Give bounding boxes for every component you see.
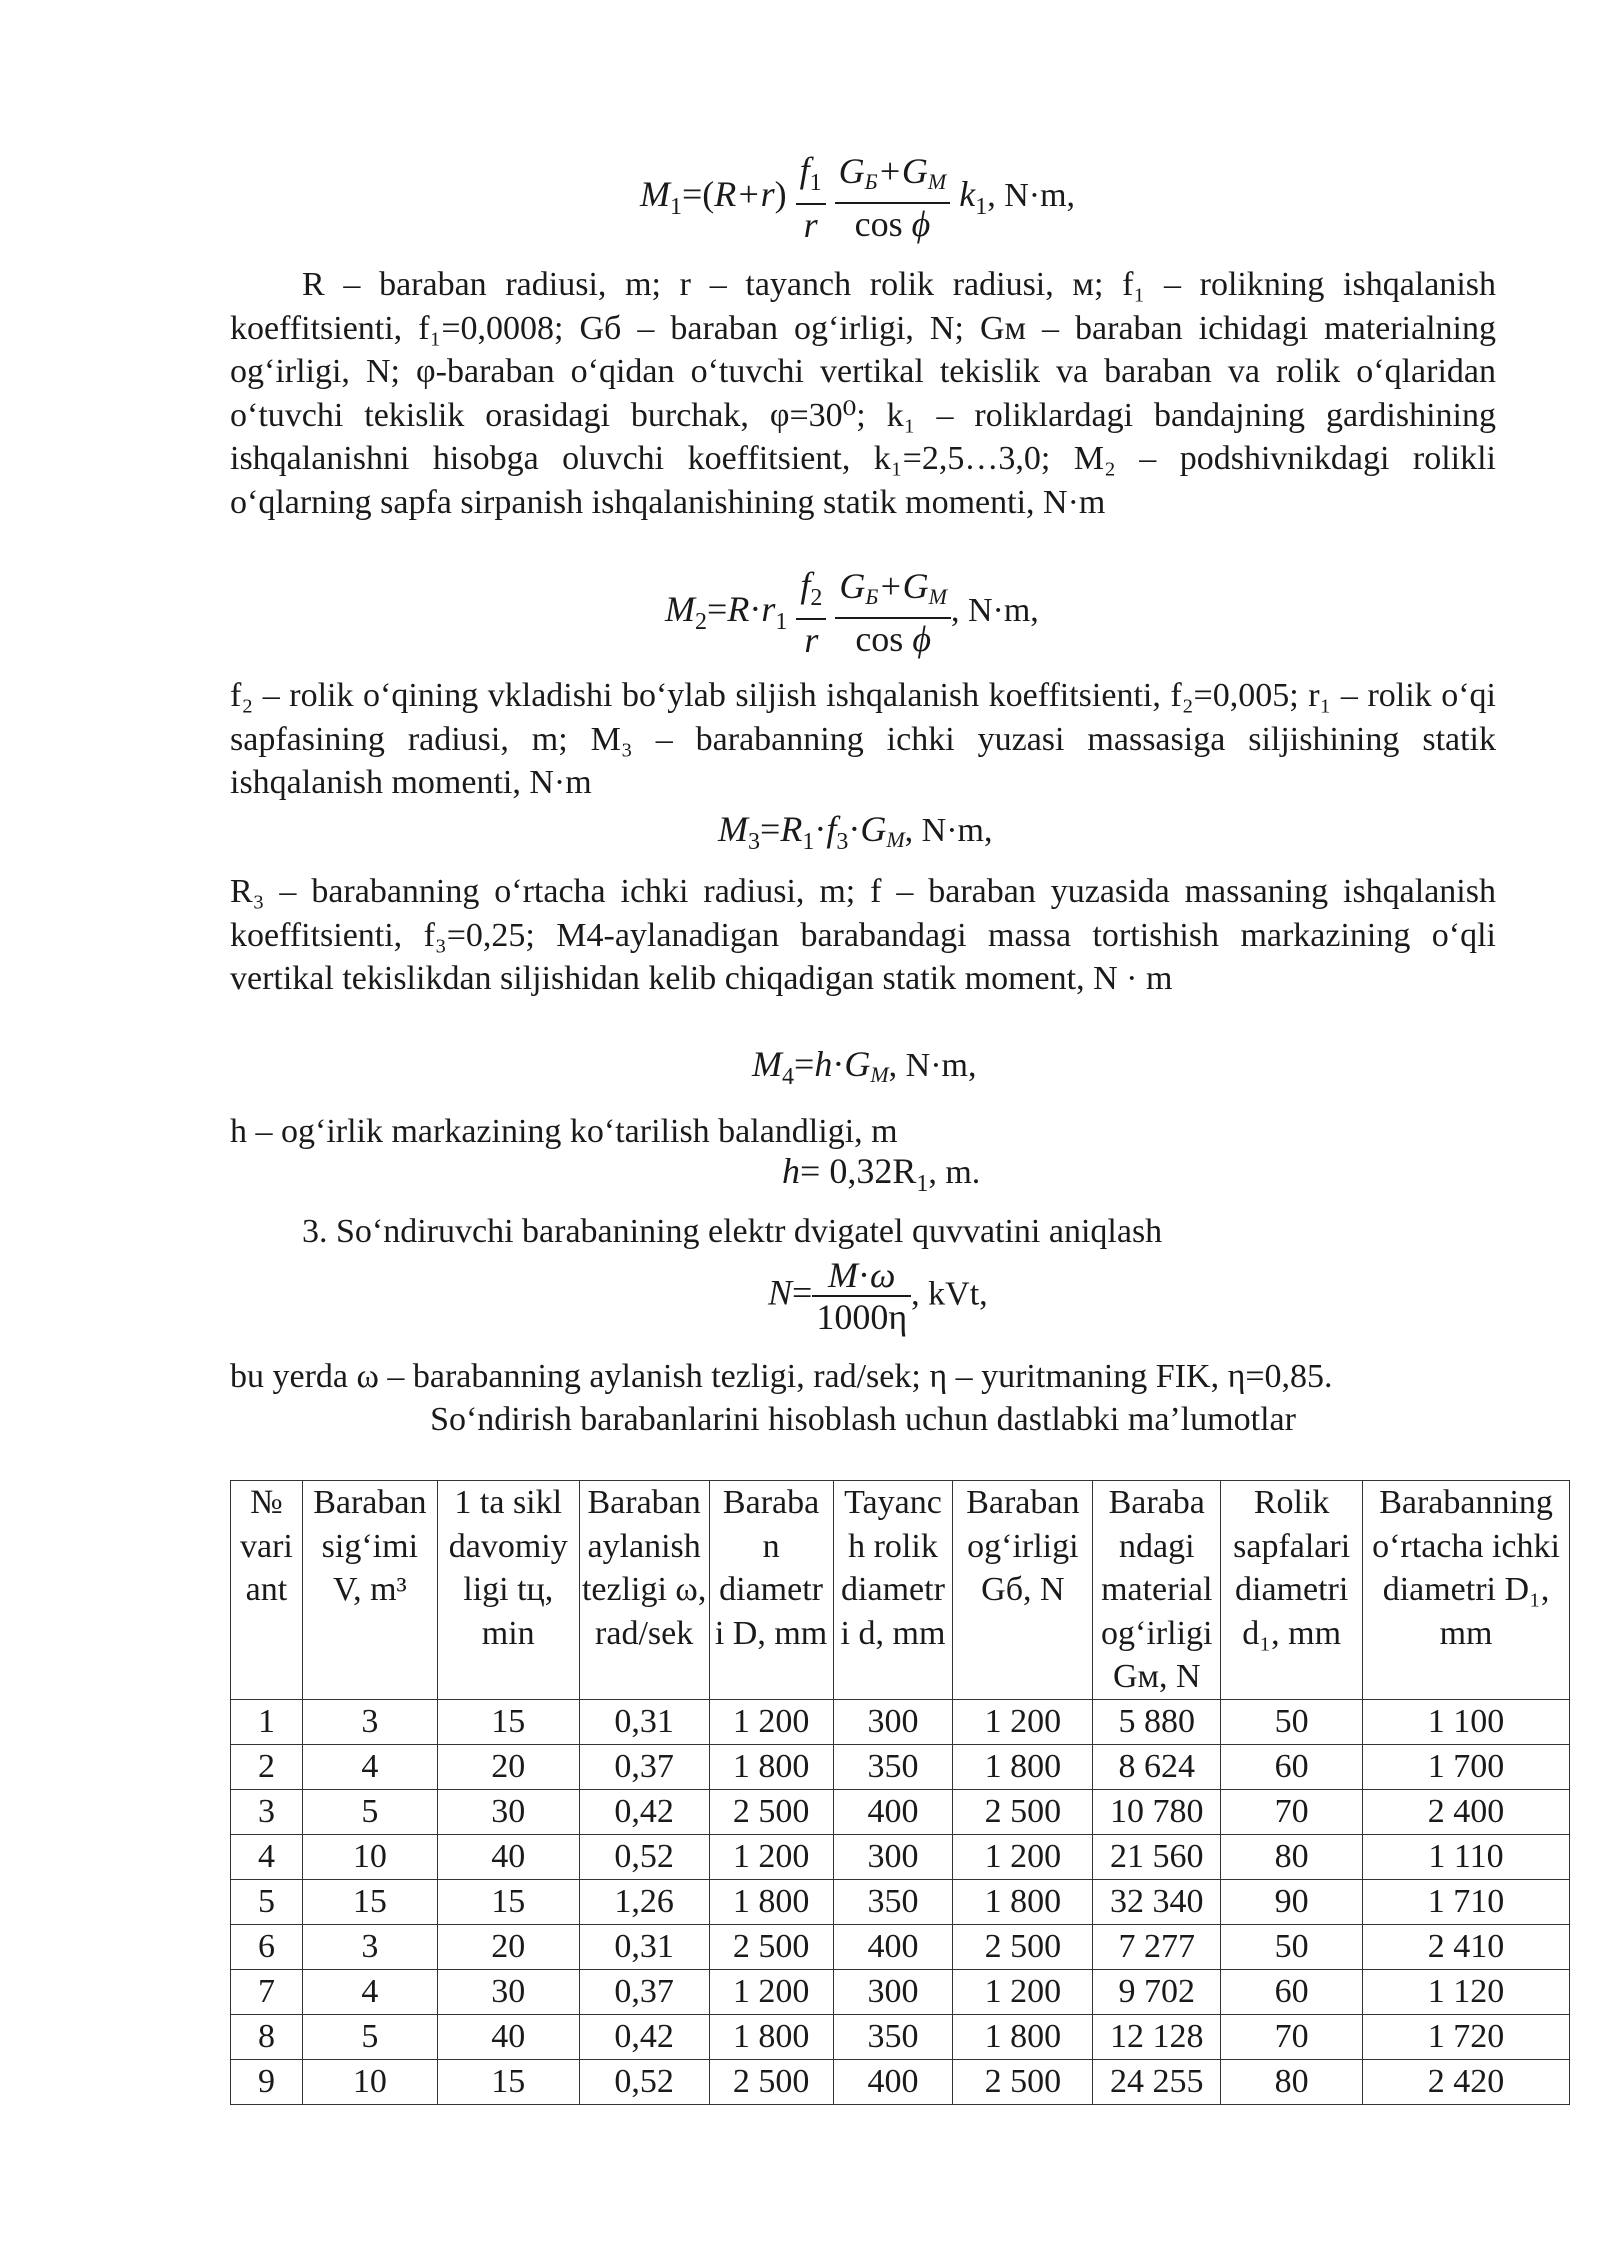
formula-m4-unit: , N·m, xyxy=(888,1047,977,1084)
section-heading-3 xyxy=(230,1210,1496,1254)
table-cell: 0,52 xyxy=(579,1834,709,1879)
table-cell: 12 128 xyxy=(1093,2014,1221,2059)
table-cell: 10 780 xyxy=(1093,1789,1221,1834)
section-heading-3-text: 3. So‘ndiruvchi barabanining elektr dvigatel quvvatini aniqlash xyxy=(302,1213,1163,1250)
table-cell: 3 xyxy=(302,1924,437,1969)
table-cell: 70 xyxy=(1221,1789,1363,1834)
table-cell: 10 xyxy=(302,1834,437,1879)
table-cell: 32 340 xyxy=(1093,1879,1221,1924)
formula-m2-unit: , N·m, xyxy=(950,591,1039,629)
table-cell: 4 xyxy=(302,1969,437,2014)
table-cell: 40 xyxy=(437,2014,579,2059)
table-cell: 1 800 xyxy=(709,1879,833,1924)
table-cell: 1 800 xyxy=(953,1879,1093,1924)
table-body xyxy=(231,1699,1570,2104)
formula-m3-unit: , N·m, xyxy=(904,812,993,849)
table-cell: 30 xyxy=(437,1969,579,2014)
paragraph-5-text: bu yerda ω – barabanning aylanish tezligi, rad/sek; η – yuritmaning FIK, η=0,85. xyxy=(230,1358,1333,1395)
paragraph-1-text: R – baraban radiusi, m; r – tayanch rolik radiusi, м; f₁ – rolikning ishqalanish koeffitsienti, f₁=0,0008; Gб – baraban og‘irligi, N; Gм – baraban ichidagi materialning og‘irligi, N; φ-baraban o‘qidan o‘tuvchi vertikal tekislik va baraban va rolik o‘qlaridan o‘tuvchi tekislik orasidagi burchak, φ=30⁰; k₁ – roliklardagi bandajning gardishining ishqalanishni hisobga oluvchi koeffitsient, k₁=2,5…3,0; M₂ – podshivnikdagi rolikli o‘qlarning sapfa sirpanish ishqalanishining statik momenti, N·m xyxy=(230,266,1496,521)
table-cell: 5 xyxy=(231,1879,303,1924)
table-cell: 1 800 xyxy=(709,1744,833,1789)
table-cell: 80 xyxy=(1221,1834,1363,1879)
table-header-cell: 1 ta sikl davomiy ligi tц, min xyxy=(437,1481,579,1700)
table-cell: 350 xyxy=(833,2014,953,2059)
table-cell: 400 xyxy=(833,1789,953,1834)
table-cell: 15 xyxy=(437,1699,579,1744)
table-cell: 60 xyxy=(1221,1744,1363,1789)
table-cell: 15 xyxy=(437,1879,579,1924)
formula-m2: $M_2=R\cdot r_1$ $\frac{f_2}{r}$ $\frac{GБ+GМ}{\text{cos ϕ}}$ , N·m, xyxy=(665,565,1039,660)
table-header-cell: Baraba n diametr i D, mm xyxy=(709,1481,833,1700)
table-cell: 1 200 xyxy=(953,1834,1093,1879)
table-cell: 0,52 xyxy=(579,2059,709,2104)
table-cell: 9 702 xyxy=(1093,1969,1221,2014)
formula-n-unit: , kVt, xyxy=(911,1275,988,1313)
formula-n: N= $\frac{M\cdot\omega}{1000\eta}$ , kVt, xyxy=(768,1255,988,1337)
table-cell: 2 420 xyxy=(1363,2059,1570,2104)
paragraph-4 xyxy=(230,1110,1496,1154)
table-cell: 8 xyxy=(231,2014,303,2059)
table-cell: 1 110 xyxy=(1363,1834,1570,1879)
table-row xyxy=(231,2014,1570,2059)
table-row xyxy=(231,1744,1570,1789)
table-cell: 2 500 xyxy=(709,2059,833,2104)
formula-h-unit: , m. xyxy=(928,1154,981,1191)
paragraph-2 xyxy=(230,674,1496,805)
table-row xyxy=(231,2059,1570,2104)
table-cell: 5 xyxy=(302,1789,437,1834)
paragraph-3-text: R₃ – barabanning o‘rtacha ichki radiusi, m; f – baraban yuzasida massaning ishqalanish koeffitsienti, f₃=0,25; M4-aylanadigan barabandagi massa tortishish markazining o‘qli vertikal tekislikdan siljishidan kelib chiqadigan statik moment, N · m xyxy=(230,873,1496,997)
table-cell: 1 800 xyxy=(953,2014,1093,2059)
table-cell: 1 200 xyxy=(953,1699,1093,1744)
table-cell: 1 xyxy=(231,1699,303,1744)
table-cell: 0,37 xyxy=(579,1969,709,2014)
formula-m1-unit: , N·m, xyxy=(987,176,1076,214)
table-cell: 5 880 xyxy=(1093,1699,1221,1744)
table-cell: 1 200 xyxy=(709,1969,833,2014)
table-cell: 1 200 xyxy=(953,1969,1093,2014)
table-caption xyxy=(230,1398,1496,1442)
table-cell: 21 560 xyxy=(1093,1834,1221,1879)
formula-m3: $M_3=R_1\cdot f_3\cdot GМ$, N·m, xyxy=(718,809,993,855)
table-cell: 7 277 xyxy=(1093,1924,1221,1969)
paragraph-2-text: f₂ – rolik o‘qining vkladishi bo‘ylab siljish ishqalanish koeffitsienti, f₂=0,005; r₁ – rolik o‘qi sapfasining radiusi, m; M₃ – barabanning ichki yuzasi massasiga siljishining statik ishqalanish momenti, N·m xyxy=(230,677,1496,801)
table-row xyxy=(231,1924,1570,1969)
table-header-cell: Rolik sapfalari diametri d₁, mm xyxy=(1221,1481,1363,1700)
paragraph-3 xyxy=(230,870,1496,1001)
table-cell: 20 xyxy=(437,1744,579,1789)
table-cell: 1 710 xyxy=(1363,1879,1570,1924)
table-cell: 300 xyxy=(833,1969,953,2014)
table-cell: 1 200 xyxy=(709,1834,833,1879)
formula-m1: $M_1=(R+r)$ $\frac{f_1}{r}$ $\frac{GБ+GМ}{\text{cos ϕ}}$ $k_1$, N·m, xyxy=(640,150,1076,245)
table-header-cell: Baraban aylanish tezligi ω, rad/sek xyxy=(579,1481,709,1700)
formula-n-denominator: 1000η xyxy=(816,1297,908,1337)
table-cell: 7 xyxy=(231,1969,303,2014)
table-cell: 80 xyxy=(1221,2059,1363,2104)
table-cell: 2 410 xyxy=(1363,1924,1570,1969)
table-cell: 4 xyxy=(302,1744,437,1789)
table-cell: 10 xyxy=(302,2059,437,2104)
table-cell: 1 120 xyxy=(1363,1969,1570,2014)
paragraph-4-text: h – og‘irlik markazining ko‘tarilish balandligi, m xyxy=(230,1113,898,1150)
table-cell: 0,37 xyxy=(579,1744,709,1789)
table-cell: 15 xyxy=(302,1879,437,1924)
table-cell: 40 xyxy=(437,1834,579,1879)
table-cell: 6 xyxy=(231,1924,303,1969)
table-cell: 2 500 xyxy=(709,1924,833,1969)
table-cell: 8 624 xyxy=(1093,1744,1221,1789)
table-row xyxy=(231,1789,1570,1834)
table-row xyxy=(231,1879,1570,1924)
table-cell: 400 xyxy=(833,1924,953,1969)
table-cell: 4 xyxy=(231,1834,303,1879)
table-row xyxy=(231,1834,1570,1879)
table-cell: 3 xyxy=(302,1699,437,1744)
table-cell: 2 500 xyxy=(953,2059,1093,2104)
table-header-row xyxy=(231,1481,1570,1700)
formula-m4: $M_4=h\cdot GМ$, N·m, xyxy=(752,1044,977,1090)
table-caption-text: So‘ndirish barabanlarini hisoblash uchun dastlabki ma’lumotlar xyxy=(430,1401,1296,1438)
table-header-cell: Baraban og‘irligi Gб, N xyxy=(953,1481,1093,1700)
formula-h: $h= 0,32R_1$, m. xyxy=(782,1151,981,1197)
table-header-cell: Baraba ndagi material og‘irligi Gм, N xyxy=(1093,1481,1221,1700)
table-row xyxy=(231,1699,1570,1744)
paragraph-5 xyxy=(230,1355,1496,1399)
table-cell: 350 xyxy=(833,1879,953,1924)
table-header-cell: Tayanc h rolik diametr i d, mm xyxy=(833,1481,953,1700)
table-cell: 15 xyxy=(437,2059,579,2104)
table-cell: 1 800 xyxy=(953,1744,1093,1789)
table-cell: 0,31 xyxy=(579,1699,709,1744)
table-cell: 9 xyxy=(231,2059,303,2104)
table-cell: 350 xyxy=(833,1744,953,1789)
table-cell: 300 xyxy=(833,1834,953,1879)
table-cell: 70 xyxy=(1221,2014,1363,2059)
table-row xyxy=(231,1969,1570,2014)
table-cell: 1 100 xyxy=(1363,1699,1570,1744)
table-header-cell: № vari ant xyxy=(231,1481,303,1700)
table-cell: 1 200 xyxy=(709,1699,833,1744)
table-cell: 300 xyxy=(833,1699,953,1744)
table-cell: 5 xyxy=(302,2014,437,2059)
table-cell: 2 500 xyxy=(953,1789,1093,1834)
table-cell: 2 500 xyxy=(709,1789,833,1834)
table-cell: 50 xyxy=(1221,1924,1363,1969)
table-cell: 2 xyxy=(231,1744,303,1789)
table-cell: 0,42 xyxy=(579,1789,709,1834)
table-cell: 20 xyxy=(437,1924,579,1969)
table-cell: 24 255 xyxy=(1093,2059,1221,2104)
table-cell: 0,42 xyxy=(579,2014,709,2059)
table-cell: 0,31 xyxy=(579,1924,709,1969)
table-cell: 30 xyxy=(437,1789,579,1834)
table-cell: 1 700 xyxy=(1363,1744,1570,1789)
table-cell: 50 xyxy=(1221,1699,1363,1744)
table-cell: 2 400 xyxy=(1363,1789,1570,1834)
paragraph-1 xyxy=(230,263,1496,524)
table-cell: 1 720 xyxy=(1363,2014,1570,2059)
data-table xyxy=(230,1480,1570,2105)
table-cell: 3 xyxy=(231,1789,303,1834)
table-cell: 60 xyxy=(1221,1969,1363,2014)
table-cell: 1,26 xyxy=(579,1879,709,1924)
table-cell: 90 xyxy=(1221,1879,1363,1924)
table-cell: 400 xyxy=(833,2059,953,2104)
table-header-cell: Barabanning o‘rtacha ichki diametri D₁, mm xyxy=(1363,1481,1570,1700)
table-cell: 1 800 xyxy=(709,2014,833,2059)
formula-h-value: 0,32R xyxy=(829,1151,917,1191)
table-header-cell: Baraban sig‘imi V, m³ xyxy=(302,1481,437,1700)
table-cell: 2 500 xyxy=(953,1924,1093,1969)
